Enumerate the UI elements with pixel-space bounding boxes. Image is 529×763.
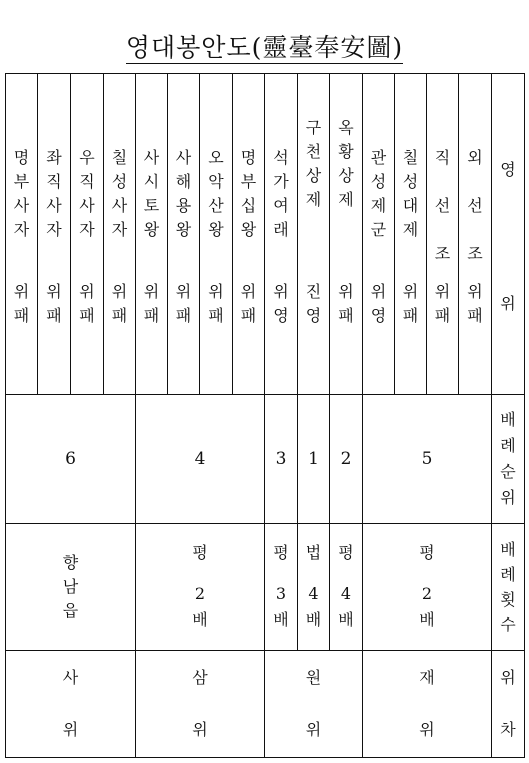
tablet-type-char: 위 — [467, 282, 483, 301]
count-cell: 평 3 배 — [265, 524, 298, 651]
deity-name-cell — [104, 74, 136, 395]
tablet-type-char: 위 — [273, 282, 289, 301]
deity-name-char: 성 — [111, 172, 128, 191]
tablet-type-char: 위 — [79, 282, 95, 301]
tablet-type-char: 영 — [273, 306, 289, 325]
tablet-type-char: 패 — [46, 306, 62, 325]
order-row — [6, 395, 525, 524]
deity-name-char: 명 — [13, 148, 30, 167]
deity-name-char: 자 — [79, 220, 95, 239]
deity-name-char: 사 — [143, 148, 160, 167]
deity-name-char: 부 — [240, 172, 257, 191]
deity-name-char: 사 — [111, 196, 128, 215]
deity-name-char: 제 — [305, 190, 322, 209]
order-cell: 1 — [298, 395, 330, 524]
deity-name-char: 부 — [13, 172, 30, 191]
rank-cell: 원 위 — [265, 651, 363, 758]
count-row — [6, 524, 525, 651]
deity-name-char: 대 — [402, 196, 419, 215]
deity-name-char: 왕 — [143, 220, 160, 239]
tablet-type-char: 위 — [338, 282, 354, 301]
deity-name-char: 직 — [434, 148, 451, 167]
tablet-type-char: 패 — [111, 306, 128, 325]
deity-name-char — [440, 218, 445, 242]
tablet-type-char: 위 — [434, 282, 451, 301]
name-row — [6, 74, 525, 395]
tablet-type-char: 위 — [143, 282, 160, 301]
tablet-type-char: 위 — [402, 282, 419, 301]
deity-name-cell — [168, 74, 200, 395]
deity-name-char: 칠 — [111, 148, 128, 167]
deity-name-char: 관 — [370, 148, 387, 167]
deity-name-char: 사 — [46, 196, 62, 215]
deity-name-char: 자 — [46, 220, 62, 239]
deity-name-char: 제 — [370, 196, 387, 215]
deity-name-char: 선 — [434, 196, 451, 215]
deity-name-char: 래 — [273, 220, 289, 239]
deity-name-char: 직 — [46, 172, 62, 191]
deity-name-char: 선 — [467, 196, 483, 215]
deity-name-char: 왕 — [208, 220, 224, 239]
deity-name-char: 상 — [305, 166, 322, 185]
tablet-type-char: 패 — [208, 306, 224, 325]
deity-name-cell — [265, 74, 298, 395]
deity-name-char: 십 — [240, 196, 257, 215]
deity-name-char: 왕 — [175, 220, 192, 239]
tablet-type-char: 패 — [175, 306, 192, 325]
deity-name-char: 사 — [13, 196, 30, 215]
count-cell: 평 4 배 — [330, 524, 363, 651]
deity-name-char: 자 — [111, 220, 128, 239]
deity-name-char: 사 — [175, 148, 192, 167]
deity-name-cell — [427, 74, 459, 395]
enshrinement-table — [5, 73, 525, 758]
deity-name-char: 성 — [370, 172, 387, 191]
rank-cell: 사 위 — [6, 651, 136, 758]
tablet-type-char: 패 — [79, 306, 95, 325]
deity-name-cell — [363, 74, 395, 395]
tablet-type-char: 패 — [13, 306, 30, 325]
rank-cell: 삼 위 — [136, 651, 265, 758]
deity-name-char: 우 — [79, 148, 95, 167]
deity-name-char: 천 — [305, 142, 322, 161]
deity-name-cell — [330, 74, 363, 395]
order-cell: 4 — [136, 395, 265, 524]
deity-name-char: 자 — [13, 220, 30, 239]
tablet-type-char: 영 — [305, 306, 322, 325]
deity-name-char: 사 — [79, 196, 95, 215]
order-label: 배 례 순 위 — [492, 395, 525, 524]
tablet-type-char: 패 — [467, 306, 483, 325]
deity-name-char: 제 — [338, 190, 354, 209]
tablet-type-char: 위 — [46, 282, 62, 301]
deity-name-cell — [459, 74, 492, 395]
page-title: 영대봉안도(靈臺奉安圖) — [125, 33, 404, 62]
tablet-type-char: 위 — [208, 282, 224, 301]
deity-name-cell — [71, 74, 104, 395]
tablet-type-char: 위 — [111, 282, 128, 301]
deity-name-char: 제 — [402, 220, 419, 239]
order-cell: 6 — [6, 395, 136, 524]
deity-name-cell — [233, 74, 265, 395]
deity-name-char: 악 — [208, 172, 224, 191]
deity-name-char — [472, 170, 477, 194]
count-cell: 법 4 배 — [298, 524, 330, 651]
count-cell: 평 2 배 — [136, 524, 265, 651]
deity-name-char — [440, 170, 445, 194]
deity-name-char: 조 — [467, 244, 483, 263]
deity-name-char: 시 — [143, 172, 160, 191]
tablet-type-char: 위 — [370, 282, 387, 301]
deity-name-char: 토 — [143, 196, 160, 215]
tablet-type-char: 패 — [434, 306, 451, 325]
order-cell: 3 — [265, 395, 298, 524]
deity-name-char: 조 — [434, 244, 451, 263]
count-cell: 향 남 읍 — [6, 524, 136, 651]
tablet-type-char: 패 — [143, 306, 160, 325]
tablet-type-char: 위 — [240, 282, 257, 301]
deity-name-char: 왕 — [240, 220, 257, 239]
tablet-type-char: 위 — [13, 282, 30, 301]
order-cell: 2 — [330, 395, 363, 524]
deity-name-cell — [136, 74, 168, 395]
header-label-cell: 영 위 — [492, 74, 525, 395]
order-cell: 5 — [363, 395, 492, 524]
deity-name-char: 가 — [273, 172, 289, 191]
tablet-type-char: 진 — [305, 282, 322, 301]
deity-name-char: 산 — [208, 196, 224, 215]
rank-label: 위 차 — [492, 651, 525, 758]
deity-name-cell — [38, 74, 71, 395]
deity-name-char: 오 — [208, 148, 224, 167]
deity-name-char: 직 — [79, 172, 95, 191]
tablet-type-char: 패 — [240, 306, 257, 325]
deity-name-char: 구 — [305, 118, 322, 137]
deity-name-cell — [6, 74, 38, 395]
tablet-type-char: 영 — [370, 306, 387, 325]
deity-name-char: 좌 — [46, 148, 62, 167]
deity-name-char: 칠 — [402, 148, 419, 167]
deity-name-char: 여 — [273, 196, 289, 215]
deity-name-char: 상 — [338, 166, 354, 185]
deity-name-char: 외 — [467, 148, 483, 167]
deity-name-char: 명 — [240, 148, 257, 167]
rank-row — [6, 651, 525, 758]
deity-name-char: 옥 — [338, 118, 354, 137]
deity-name-char — [472, 218, 477, 242]
count-label: 배 례 횟 수 — [492, 524, 525, 651]
deity-name-cell — [200, 74, 233, 395]
deity-name-char: 군 — [370, 220, 387, 239]
tablet-type-char: 위 — [175, 282, 192, 301]
count-cell: 평 2 배 — [363, 524, 492, 651]
deity-name-char: 석 — [273, 148, 289, 167]
deity-name-char: 성 — [402, 172, 419, 191]
rank-cell: 재 위 — [363, 651, 492, 758]
tablet-type-char: 패 — [338, 306, 354, 325]
tablet-type-char: 패 — [402, 306, 419, 325]
deity-name-char: 해 — [175, 172, 192, 191]
deity-name-cell — [298, 74, 330, 395]
deity-name-char: 용 — [175, 196, 192, 215]
deity-name-char: 황 — [338, 142, 354, 161]
deity-name-cell — [395, 74, 427, 395]
